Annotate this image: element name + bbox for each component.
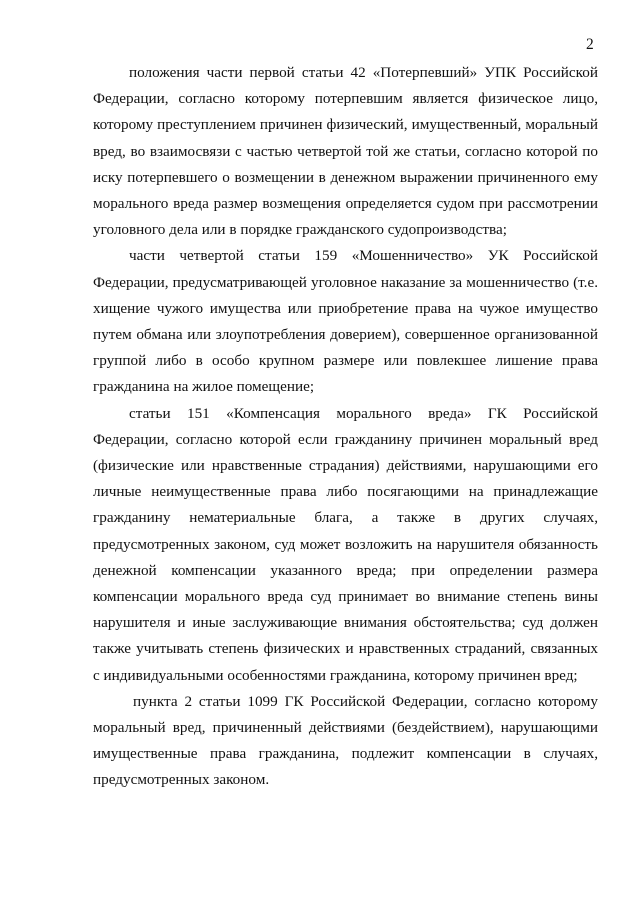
paragraph-article-1099-gk: пункта 2 статьи 1099 ГК Российской Федерации, согласно которому моральный вред, причиненный действиями (бездействием), нарушающими имущественные права гражданина, подлежит компенсации в случаях, предусмотренных законом. xyxy=(93,692,598,789)
document-body xyxy=(93,60,598,794)
paragraph-article-159-uk: части четвертой статьи 159 «Мошенничество» УК Российской Федерации, предусматривающей уголовное наказание за мошенничество (т.е. хищение чужого имущества или приобретение права на чужое имущество путем обмана или злоупотребления доверием), совершенное организованной группой либо в особо крупном размере или повлекшее лишение права гражданина на жилое помещение; xyxy=(93,247,598,396)
page-number: 2 xyxy=(586,36,594,53)
paragraph-article-151-gk: статьи 151 «Компенсация морального вреда» ГК Российской Федерации, согласно которой если гражданину причинен моральный вред (физические или нравственные страдания) действиями, нарушающими его личные неимущественные права либо посягающими на принадлежащие гражданину нематериальные блага, а также в других случаях, предусмотренных законом, суд может возложить на нарушителя обязанность денежной компенсации указанного вреда; при определении размера компенсации морального вреда суд принимает во внимание степень вины нарушителя и иные заслуживающие внимания обстоятельства; суд должен также учитывать степень физических и нравственных страданий, связанных с индивидуальными особенностями гражданина, которому причинен вред; xyxy=(93,404,598,684)
paragraph-article-42-upk: положения части первой статьи 42 «Потерпевший» УПК Российской Федерации, согласно которому потерпевшим является физическое лицо, которому преступлением причинен физический, имущественный, моральный вред, во взаимосвязи с частью четвертой той же статьи, согласно которой по иску потерпевшего о возмещении в денежном выражении причиненного ему морального вреда размер возмещения определяется судом при рассмотрении уголовного дела или в порядке гражданского судопроизводства; xyxy=(93,64,598,239)
